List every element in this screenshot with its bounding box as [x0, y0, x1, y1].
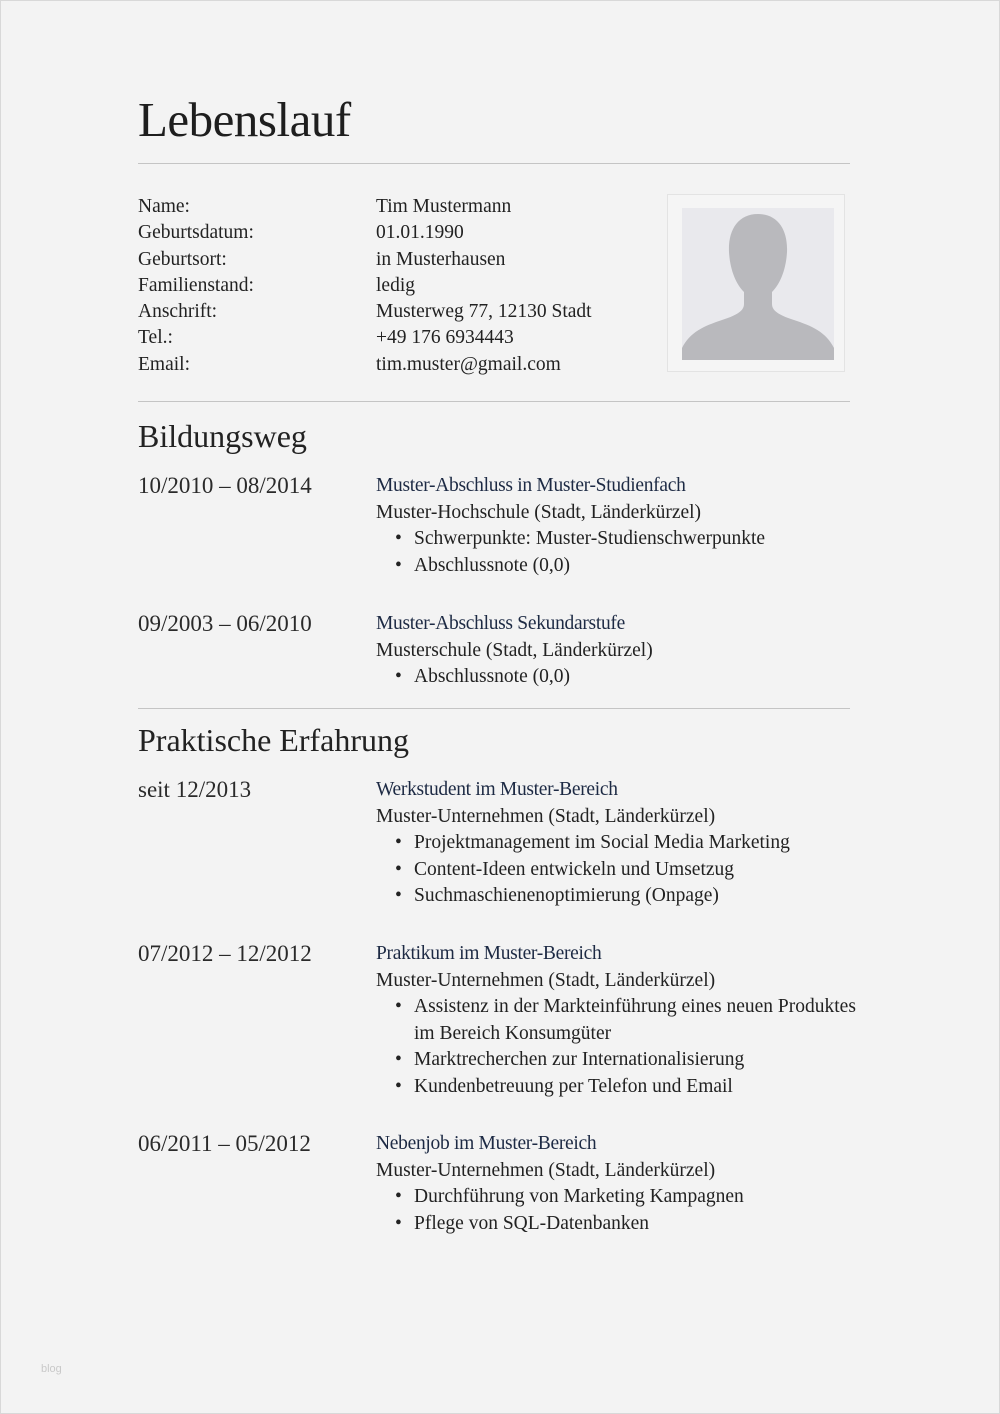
watermark: blog — [41, 1363, 62, 1375]
bullet-list — [376, 664, 856, 691]
list-item: • Abschlussnote (0,0) — [414, 664, 856, 691]
info-value: ledig — [376, 274, 415, 296]
entry-role: Praktikum im Muster-Bereich — [376, 943, 602, 964]
bullet-list — [376, 830, 856, 910]
info-label: Familienstand: — [138, 274, 254, 296]
info-label: Name: — [138, 196, 190, 217]
list-item: • Marktrecherchen zur Internationalisierung — [414, 1047, 856, 1074]
entry-details — [376, 941, 856, 1100]
person-silhouette-icon — [682, 208, 834, 360]
divider — [138, 708, 850, 709]
info-row-marital-status — [138, 273, 658, 299]
divider — [138, 163, 850, 164]
bullet-list — [376, 994, 856, 1100]
info-value: Musterweg 77, 12130 Stadt — [376, 301, 592, 323]
section-title-education: Bildungsweg — [138, 418, 307, 454]
bullet-list — [376, 1184, 856, 1237]
section-title-experience: Praktische Erfahrung — [138, 722, 410, 758]
entry-organization: Muster-Unternehmen (Stadt, Länderkürzel) — [376, 969, 716, 991]
entry-date: seit 12/2013 — [138, 777, 252, 802]
profile-photo — [667, 194, 845, 372]
entry-organization: Muster-Unternehmen (Stadt, Länderkürzel) — [376, 1159, 716, 1181]
info-label: Email: — [138, 353, 190, 375]
entry-role: Muster-Abschluss Sekundarstufe — [376, 613, 625, 634]
info-value: in Musterhausen — [376, 248, 506, 270]
info-row-birthdate — [138, 220, 658, 246]
personal-info — [138, 194, 658, 378]
entry-details — [376, 611, 856, 691]
entry-date: 10/2010 – 08/2014 — [138, 473, 312, 498]
entry-details — [376, 777, 856, 910]
entry-role: Nebenjob im Muster-Bereich — [376, 1133, 597, 1154]
list-item: • Projektmanagement im Social Media Marketing — [414, 830, 856, 857]
entry-date: 09/2003 – 06/2010 — [138, 611, 312, 636]
info-value: Tim Mustermann — [376, 196, 512, 217]
info-row-name — [138, 194, 658, 220]
list-item: • Suchmaschienenoptimierung (Onpage) — [414, 883, 856, 910]
info-row-address — [138, 299, 658, 325]
info-value: +49 176 6934443 — [376, 327, 514, 349]
info-value: 01.01.1990 — [376, 222, 464, 244]
list-item: • Assistenz in der Markteinführung eines neuen Produktes im Bereich Konsumgüter — [414, 994, 856, 1047]
info-label: Geburtsdatum: — [138, 222, 254, 244]
entry-date: 07/2012 – 12/2012 — [138, 941, 312, 966]
info-label: Tel.: — [138, 327, 173, 349]
entry-organization: Muster-Unternehmen (Stadt, Länderkürzel) — [376, 805, 716, 827]
info-row-email — [138, 352, 658, 378]
entry-date: 06/2011 – 05/2012 — [138, 1131, 311, 1156]
info-label: Anschrift: — [138, 301, 218, 323]
info-label: Geburtsort: — [138, 248, 227, 270]
info-value: tim.muster@gmail.com — [376, 353, 561, 375]
list-item: • Content-Ideen entwickeln und Umsetzug — [414, 857, 856, 884]
entry-organization: Muster-Hochschule (Stadt, Länderkürzel) — [376, 501, 702, 523]
list-item: • Abschlussnote (0,0) — [414, 553, 856, 580]
list-item: • Durchführung von Marketing Kampagnen — [414, 1184, 856, 1211]
bullet-list — [376, 526, 856, 579]
info-row-phone — [138, 325, 658, 351]
divider — [138, 401, 850, 402]
entry-role: Muster-Abschluss in Muster-Studienfach — [376, 475, 686, 496]
entry-organization: Musterschule (Stadt, Länderkürzel) — [376, 639, 653, 661]
list-item: • Schwerpunkte: Muster-Studienschwerpunkte — [414, 526, 856, 553]
entry-details — [376, 1131, 856, 1237]
list-item: • Pflege von SQL-Datenbanken — [414, 1211, 856, 1238]
entry-role: Werkstudent im Muster-Bereich — [376, 779, 618, 800]
list-item: • Kundenbetreuung per Telefon und Email — [414, 1074, 856, 1101]
info-row-birthplace — [138, 247, 658, 273]
entry-details — [376, 473, 856, 579]
page-title: Lebenslauf — [138, 92, 351, 147]
